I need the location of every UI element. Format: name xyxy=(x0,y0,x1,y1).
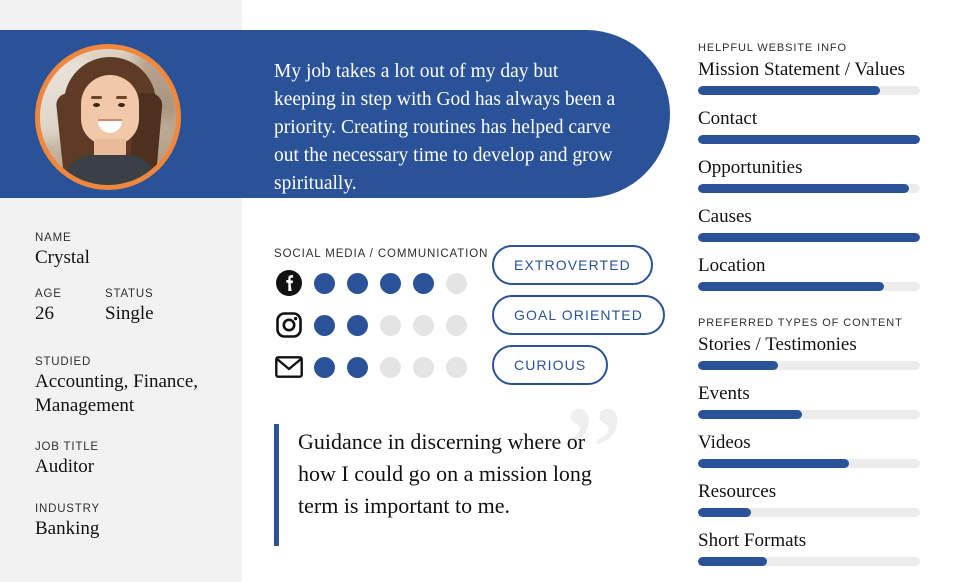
bar-label: Location xyxy=(698,255,766,276)
bar-fill xyxy=(698,410,802,419)
bar-label: Videos xyxy=(698,432,751,453)
social-dot xyxy=(380,315,401,336)
bar-fill xyxy=(698,184,909,193)
bar-label: Resources xyxy=(698,481,777,502)
field-status-label: STATUS xyxy=(105,288,154,300)
bar-track xyxy=(698,135,920,144)
bar-label: Short Formats xyxy=(698,530,807,551)
header-quote: My job takes a lot out of my day but keeping in step with God has always been a priority. Creating routines has helped carve out the necessary time to develop and grow spiritually. xyxy=(274,61,616,194)
email-icon xyxy=(274,352,304,382)
social-dot xyxy=(446,357,467,378)
field-job-title-value: Auditor xyxy=(35,456,95,477)
social-section-label: SOCIAL MEDIA / COMMUNICATION xyxy=(274,248,489,260)
bar-track xyxy=(698,557,920,566)
bar-opportunities xyxy=(698,156,920,193)
social-row-email xyxy=(274,350,479,384)
bar-resources xyxy=(698,480,920,517)
field-studied-value: Accounting, Finance, Management xyxy=(35,371,199,416)
social-dot xyxy=(413,315,434,336)
field-industry xyxy=(35,503,100,541)
bar-fill xyxy=(698,135,920,144)
field-name-value: Crystal xyxy=(35,247,90,268)
field-name-label: NAME xyxy=(35,232,72,244)
avatar-photo xyxy=(40,49,176,185)
social-dot xyxy=(347,315,368,336)
right-panel xyxy=(698,42,920,578)
quote-mark-icon: ” xyxy=(562,378,625,533)
social-row-facebook xyxy=(274,266,479,300)
field-industry-label: INDUSTRY xyxy=(35,503,100,515)
bar-mission-statement xyxy=(698,58,920,95)
bar-fill xyxy=(698,86,880,95)
bar-track xyxy=(698,184,920,193)
bar-fill xyxy=(698,282,884,291)
bar-label: Opportunities xyxy=(698,157,803,178)
trait-goal-oriented: GOAL ORIENTED xyxy=(492,295,665,335)
bar-track xyxy=(698,410,920,419)
social-dot xyxy=(446,273,467,294)
trait-list xyxy=(492,245,665,395)
social-dot xyxy=(314,357,335,378)
field-name xyxy=(35,232,90,270)
trait-curious: CURIOUS xyxy=(492,345,608,385)
social-dot xyxy=(314,273,335,294)
bar-videos xyxy=(698,431,920,468)
bar-track xyxy=(698,508,920,517)
field-status-value: Single xyxy=(105,303,154,324)
avatar xyxy=(35,44,181,190)
facebook-icon xyxy=(274,268,304,298)
bar-label: Stories / Testimonies xyxy=(698,334,857,355)
bar-events xyxy=(698,382,920,419)
bar-contact xyxy=(698,107,920,144)
field-status xyxy=(105,288,154,326)
bar-label: Contact xyxy=(698,108,758,129)
field-age xyxy=(35,288,62,326)
content-types-label: PREFERRED TYPES OF CONTENT xyxy=(698,317,903,329)
bar-location xyxy=(698,254,920,291)
social-dot xyxy=(314,315,335,336)
social-dot xyxy=(347,273,368,294)
instagram-icon xyxy=(274,310,304,340)
bar-fill xyxy=(698,557,767,566)
bar-label: Mission Statement / Values xyxy=(698,59,906,80)
bar-label: Causes xyxy=(698,206,752,227)
social-dot xyxy=(413,273,434,294)
social-dot xyxy=(380,357,401,378)
field-job-title xyxy=(35,441,99,479)
bar-track xyxy=(698,361,920,370)
field-age-label: AGE xyxy=(35,288,62,300)
trait-extroverted: EXTROVERTED xyxy=(492,245,653,285)
bar-causes xyxy=(698,205,920,242)
social-rows xyxy=(274,266,479,392)
social-dot xyxy=(347,357,368,378)
field-studied xyxy=(35,356,225,418)
bar-track xyxy=(698,86,920,95)
social-row-instagram xyxy=(274,308,479,342)
bar-label: Events xyxy=(698,383,750,404)
social-dot xyxy=(413,357,434,378)
bar-fill xyxy=(698,361,778,370)
social-dot xyxy=(446,315,467,336)
social-dot xyxy=(380,273,401,294)
bar-stories-testimonies xyxy=(698,333,920,370)
bar-fill xyxy=(698,459,849,468)
website-info-label: HELPFUL WEBSITE INFO xyxy=(698,42,848,54)
bar-track xyxy=(698,459,920,468)
bar-short-formats xyxy=(698,529,920,566)
bar-fill xyxy=(698,508,751,517)
bar-track xyxy=(698,233,920,242)
field-industry-value: Banking xyxy=(35,518,100,539)
field-job-title-label: JOB TITLE xyxy=(35,441,99,453)
field-age-value: 26 xyxy=(35,303,54,324)
field-studied-label: STUDIED xyxy=(35,356,92,368)
bar-track xyxy=(698,282,920,291)
bottom-quote-text: Guidance in discerning where or how I could go on a mission long term is important to me. xyxy=(298,429,592,518)
bar-fill xyxy=(698,233,920,242)
quote-accent-bar xyxy=(274,424,279,546)
